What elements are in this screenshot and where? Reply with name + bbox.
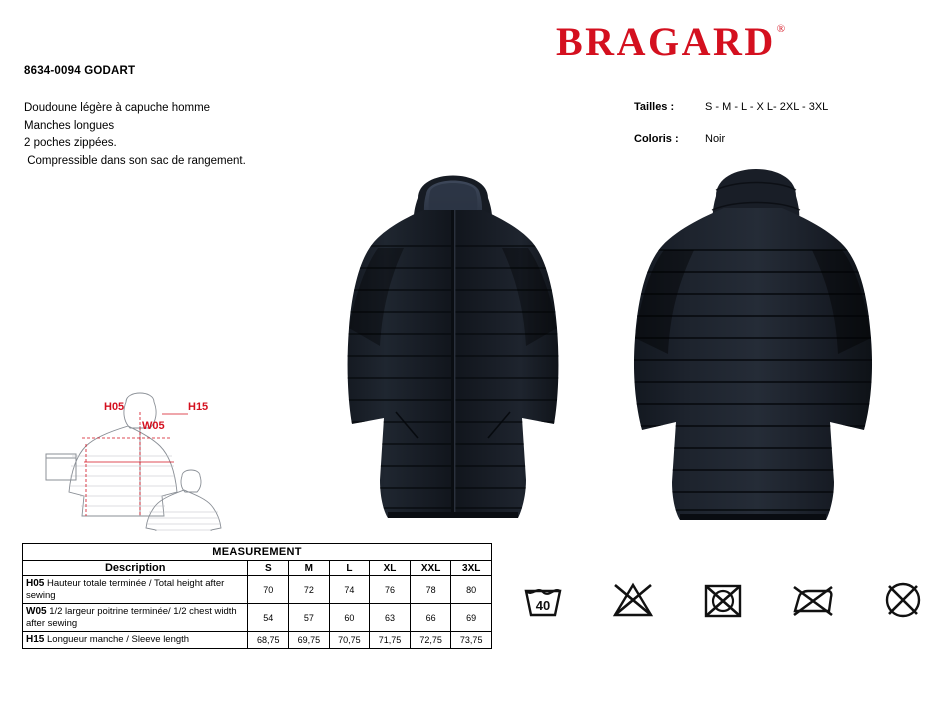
column-header-m: M [289,561,330,576]
wash-40-icon [520,577,566,623]
cell-w05-xxl: 66 [410,604,451,632]
wash-temperature-label: 40 [535,598,551,613]
table-title-row [23,544,492,561]
cell-w05-3xl: 69 [451,604,492,632]
product-photo-front [318,150,588,530]
cell-h05-m: 72 [289,576,330,604]
row-description-h05 [23,576,248,604]
description-line-2: Manches longues [24,119,115,132]
registered-mark: ® [776,23,786,35]
annotation-w05: W05 [142,420,165,432]
cell-w05-s: 54 [248,604,289,632]
sizes-row [634,101,828,113]
colors-row [634,133,828,145]
column-header-l: L [329,561,370,576]
colors-label: Coloris : [634,133,679,145]
row-description-h15 [23,632,248,649]
colors-value: Noir [705,133,726,145]
cell-h15-xl: 71,75 [370,632,411,649]
row-label-w05: 1/2 largeur poitrine terminée/ 1/2 chest width after sewing [26,606,237,629]
column-header-description: Description [23,561,248,576]
cell-h15-l: 70,75 [329,632,370,649]
cell-h15-s: 68,75 [248,632,289,649]
description-line-3: 2 poches zippées. [24,137,117,149]
column-header-s: S [248,561,289,576]
cell-h15-m: 69,75 [289,632,330,649]
annotation-h05: H05 [104,401,125,413]
technical-drawing [22,366,292,531]
cell-h05-s: 70 [248,576,289,604]
row-description-w05 [23,604,248,632]
cell-h05-xxl: 78 [410,576,451,604]
brand-logo [556,19,836,70]
row-code-w05: W05 [26,606,47,617]
cell-h15-xxl: 72,75 [410,632,451,649]
measurement-table [22,543,492,649]
cell-w05-xl: 63 [370,604,411,632]
sizes-value: S - M - L - X L- 2XL - 3XL [705,101,829,113]
cell-h05-l: 74 [329,576,370,604]
row-label-h05: Hauteur totale terminée / Total height after sewing [26,578,225,601]
no-iron-icon [790,577,836,623]
brand-name: BRAGARD [556,19,776,64]
cell-h05-xl: 76 [370,576,411,604]
annotation-h15: H15 [188,401,209,413]
care-symbols [520,572,920,628]
table-row [23,604,492,632]
cell-h15-3xl: 73,75 [451,632,492,649]
product-description [24,100,246,170]
row-code-h05: H05 [26,578,45,589]
description-line-4: Compressible dans son sac de rangement. [24,154,246,167]
column-header-3xl: 3XL [451,561,492,576]
table-row [23,576,492,604]
cell-w05-m: 57 [289,604,330,632]
row-code-h15: H15 [26,634,45,645]
cell-h05-3xl: 80 [451,576,492,604]
product-photo-back [612,150,912,530]
product-reference: 8634-0094 GODART [24,65,136,77]
no-tumble-dry-icon [700,577,746,623]
no-dry-clean-icon [880,577,926,623]
sizes-label: Tailles : [634,101,675,113]
column-header-xxl: XXL [410,561,451,576]
cell-w05-l: 60 [329,604,370,632]
no-bleach-icon [610,577,656,623]
description-line-1: Doudoune légère à capuche homme [24,102,211,114]
table-row [23,632,492,649]
row-label-h15: Longueur manche / Sleeve length [44,634,190,645]
table-title: MEASUREMENT [23,544,492,561]
table-header-row [23,561,492,576]
column-header-xl: XL [370,561,411,576]
